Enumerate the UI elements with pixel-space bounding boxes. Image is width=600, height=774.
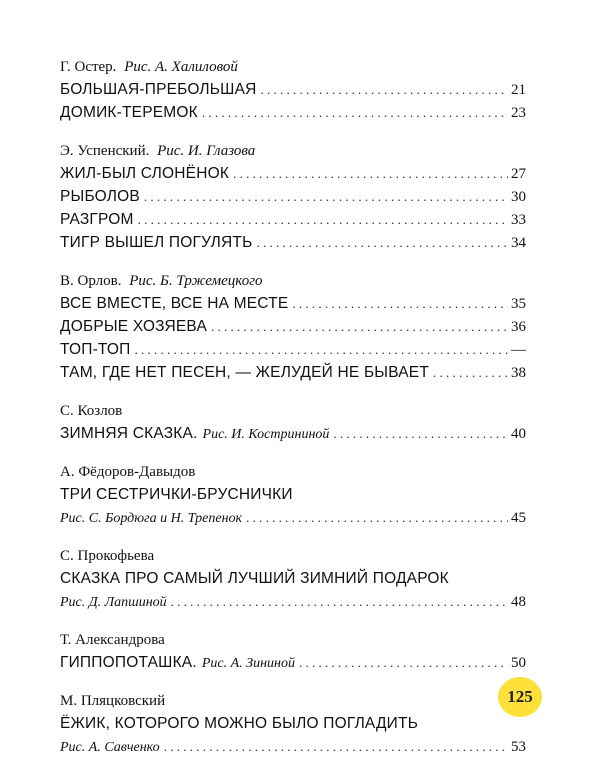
entry-page: 34 [511, 235, 526, 251]
entry-title: РАЗГРОМ [60, 211, 134, 228]
dot-leader [164, 735, 508, 758]
illustrator-credit: Рис. А. Зининой [201, 656, 295, 671]
toc-entry[interactable] [60, 162, 526, 185]
author-line [60, 56, 526, 78]
entry-page: 27 [511, 166, 526, 182]
page-number: 125 [507, 687, 533, 706]
author-line [60, 629, 526, 651]
entry-title: ВСЕ ВМЕСТЕ, ВСЕ НА МЕСТЕ [60, 295, 289, 312]
entry-title: ДОМИК-ТЕРЕМОК [60, 104, 198, 121]
entry-page: 36 [511, 319, 526, 335]
illustrator-credit: Рис. Б. Тржемецкого [129, 273, 263, 289]
entry-title: БОЛЬШАЯ-ПРЕБОЛЬШАЯ [60, 81, 257, 98]
author-line [60, 690, 526, 712]
entry-title: ЗИМНЯЯ СКАЗКА. [60, 425, 198, 442]
dot-leader [135, 338, 509, 361]
author-name: С. Прокофьева [60, 548, 155, 564]
entry-title[interactable]: ТРИ СЕСТРИЧКИ-БРУСНИЧКИ [60, 486, 293, 503]
dot-leader [299, 651, 508, 674]
author-name: Э. Успенский. [60, 143, 150, 159]
author-name: С. Козлов [60, 403, 123, 419]
entry-page: 35 [511, 296, 526, 312]
author-line [60, 545, 526, 567]
author-line [60, 461, 526, 483]
entry-title: ТИГР ВЫШЕЛ ПОГУЛЯТЬ [60, 234, 253, 251]
toc-entry[interactable] [60, 231, 526, 254]
entry-page: 30 [511, 189, 526, 205]
dot-leader [256, 231, 508, 254]
dot-leader [202, 101, 508, 124]
author-name: А. Фёдоров-Давыдов [60, 464, 196, 480]
toc-entry[interactable] [60, 185, 526, 208]
toc-entry[interactable] [60, 315, 526, 338]
dot-leader [171, 590, 508, 613]
illustrator-credit: Рис. А. Халиловой [124, 59, 238, 75]
entry-page: 23 [511, 105, 526, 121]
entry-page: 21 [511, 82, 526, 98]
author-line [60, 270, 526, 292]
author-name: Т. Александрова [60, 632, 165, 648]
toc-entry-credit[interactable] [60, 590, 526, 613]
toc-section-uspensky [60, 140, 526, 254]
entry-page: — [511, 342, 526, 358]
illustrator-credit: Рис. И. Глазова [157, 143, 256, 159]
entry-page: 45 [511, 510, 526, 526]
dot-leader [433, 361, 508, 384]
toc-entry-credit[interactable] [60, 506, 526, 529]
toc-entry[interactable] [60, 422, 526, 445]
toc-entry-credit[interactable] [60, 735, 526, 758]
dot-leader [211, 315, 508, 338]
toc-section-oster [60, 56, 526, 124]
author-line [60, 400, 526, 422]
table-of-contents [60, 56, 526, 774]
entry-title[interactable]: ЁЖИК, КОТОРОГО МОЖНО БЫЛО ПОГЛАДИТЬ [60, 715, 419, 732]
toc-section-fedorov-davydov [60, 461, 526, 529]
dot-leader [246, 506, 508, 529]
dot-leader [333, 422, 508, 445]
illustrator-credit: Рис. С. Бордюга и Н. Трепенок [60, 511, 243, 526]
toc-section-orlov [60, 270, 526, 384]
author-name: Г. Остер. [60, 59, 117, 75]
toc-section-kozlov [60, 400, 526, 445]
illustrator-credit: Рис. И. Кострининой [202, 427, 330, 442]
toc-section-prokofieva [60, 545, 526, 613]
entry-title: ТОП-ТОП [60, 341, 131, 358]
toc-entry[interactable] [60, 101, 526, 124]
author-line [60, 140, 526, 162]
entry-page: 48 [511, 594, 526, 610]
entry-title: ГИППОПОТАШКА. [60, 654, 197, 671]
dot-leader [261, 78, 508, 101]
toc-section-aleksandrova [60, 629, 526, 674]
entry-title: ДОБРЫЕ ХОЗЯЕВА [60, 318, 207, 335]
entry-page: 53 [511, 739, 526, 755]
illustrator-credit: Рис. А. Савченко [60, 740, 160, 755]
entry-title: ТАМ, ГДЕ НЕТ ПЕСЕН, — ЖЕЛУДЕЙ НЕ БЫВАЕТ [60, 364, 429, 381]
toc-entry[interactable] [60, 208, 526, 231]
entry-title[interactable]: СКАЗКА ПРО САМЫЙ ЛУЧШИЙ ЗИМНИЙ ПОДАРОК [60, 570, 449, 587]
toc-entry[interactable] [60, 78, 526, 101]
toc-section-plyatskovsky [60, 690, 526, 758]
entry-title: ЖИЛ-БЫЛ СЛОНЁНОК [60, 165, 230, 182]
author-name: В. Орлов. [60, 273, 122, 289]
dot-leader [138, 208, 508, 231]
toc-entry[interactable] [60, 292, 526, 315]
entry-page: 40 [511, 426, 526, 442]
dot-leader [144, 185, 508, 208]
entry-page: 50 [511, 655, 526, 671]
entry-title: РЫБОЛОВ [60, 188, 140, 205]
toc-entry[interactable] [60, 338, 526, 361]
entry-page: 33 [511, 212, 526, 228]
entry-page: 38 [511, 365, 526, 381]
illustrator-credit: Рис. Д. Лапшиной [60, 595, 167, 610]
toc-entry[interactable] [60, 361, 526, 384]
author-name: М. Пляцковский [60, 693, 166, 709]
dot-leader [233, 162, 508, 185]
dot-leader [292, 292, 508, 315]
page-number-badge [498, 677, 542, 717]
toc-entry[interactable] [60, 651, 526, 674]
